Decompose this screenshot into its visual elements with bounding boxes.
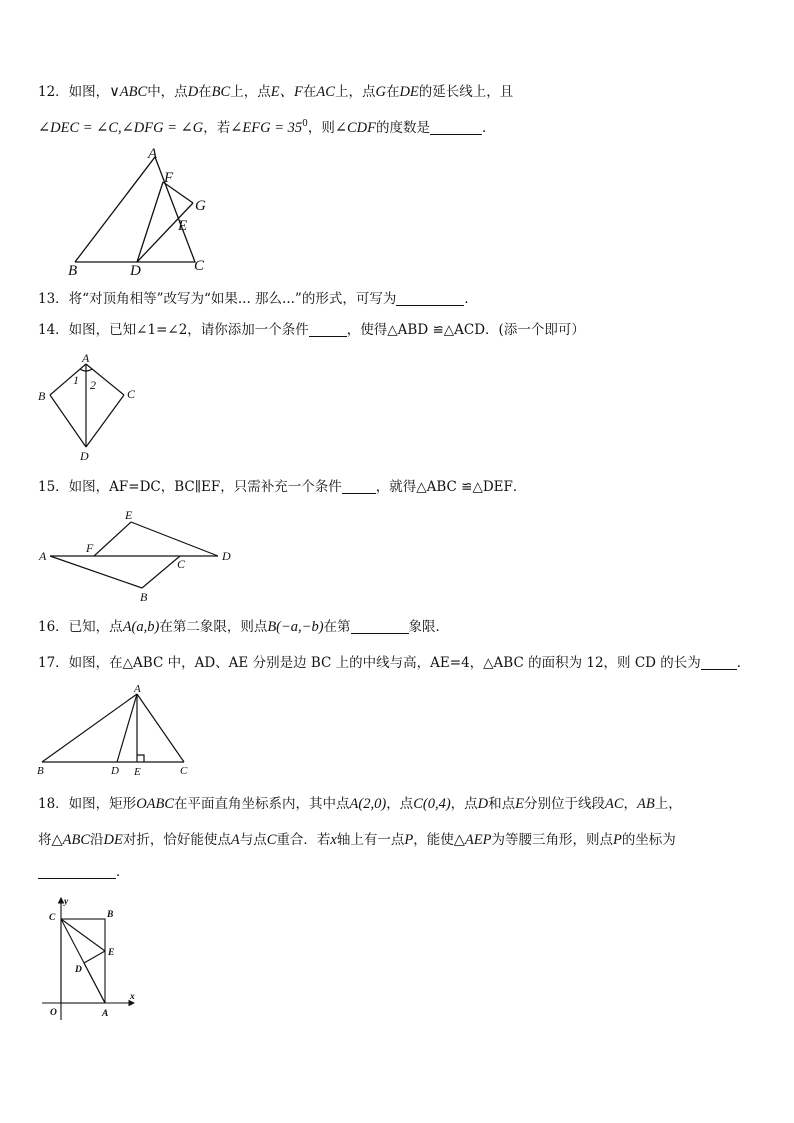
q18-pt-c: C(0,4)	[413, 796, 451, 812]
q18-oabc: OABC	[136, 796, 175, 812]
q13-answer-blank[interactable]	[396, 291, 464, 306]
q13-end: ．	[464, 291, 478, 307]
q18-label-o: O	[50, 1008, 57, 1018]
q18-p2b: P	[612, 832, 622, 848]
q16-p4: 象限．	[408, 619, 450, 635]
q12-ef: E、F	[270, 84, 303, 100]
q15-label-b: B	[140, 590, 148, 604]
q18-label-d: D	[75, 965, 82, 975]
q15-answer-blank[interactable]	[342, 479, 376, 494]
q18-p: P	[404, 832, 414, 848]
q18-p4: ，点	[450, 796, 478, 812]
q14-text: 14．如图，已知∠1=∠2，请你添加一个条件	[38, 322, 309, 338]
q18-p6: 分别位于线段	[524, 796, 605, 812]
q12-number: 12．如图，	[38, 84, 110, 100]
q14-answer-blank[interactable]	[309, 322, 347, 337]
q18-label-b: B	[107, 910, 114, 920]
q16-p2: 在第二象限，则点	[159, 619, 268, 635]
q18-end: ．	[116, 864, 130, 880]
q18-l2g: ，能使	[413, 832, 454, 848]
q12-label-e: E	[178, 218, 188, 234]
q17-label-a: A	[134, 683, 141, 695]
q15-label-d: D	[222, 549, 231, 563]
q16-pa: A(a,b)	[122, 619, 160, 635]
q12-ask: ∠CDF	[334, 120, 377, 136]
q17-figure	[34, 682, 204, 780]
q17-text: 17．如图，在△ABC 中，AD、AE 分别是边 BC 上的中线与高，AE=4，△ABC 的面积为 12，则 CD 的长为	[38, 655, 701, 671]
q12-label-a: A	[148, 146, 158, 162]
q15-label-f: F	[86, 541, 94, 555]
q14-label-c: C	[127, 387, 136, 401]
q12-p7: 的延长线上，且	[418, 84, 514, 100]
q12-end: ．	[482, 120, 496, 136]
q12-p2: 在	[198, 84, 212, 100]
q12-label-f: F	[164, 170, 174, 186]
q12-figure	[60, 140, 230, 280]
q18-l2c: 对折，恰好能使点	[122, 832, 231, 848]
q12-p5: 上，点	[334, 84, 376, 100]
q12-label-g: G	[195, 198, 206, 214]
q14-label-b: B	[38, 389, 46, 403]
q16-p3: 在第	[323, 619, 351, 635]
q18-pt-a: A(2,0)	[349, 796, 387, 812]
q17-label-c: C	[180, 765, 188, 777]
q18-p1: 18．如图，矩形	[38, 796, 137, 812]
q18-line-1	[38, 794, 682, 814]
q18-de: DE	[103, 832, 123, 848]
q18-a: A	[230, 832, 240, 848]
q18-ac: AC	[605, 796, 624, 812]
q18-aep: △AEP	[453, 832, 492, 848]
q12-cond2: ∠EFG = 35	[230, 120, 303, 136]
q18-p5: 和点	[488, 796, 516, 812]
q14-label-d: D	[80, 449, 89, 463]
q14-label-2: 2	[90, 378, 96, 392]
q18-line-3	[38, 862, 130, 882]
q18-e: E	[515, 796, 524, 812]
q18-answer-blank[interactable]	[38, 864, 116, 879]
q18-l2f: 轴上有一点	[336, 832, 405, 848]
q12-p9: ，则	[307, 120, 335, 136]
q18-l2b: 沿	[90, 832, 104, 848]
q18-ab: AB	[637, 796, 655, 812]
q17-label-d: D	[111, 765, 119, 777]
q15-line	[38, 477, 526, 497]
q12-d: D	[187, 84, 199, 100]
q18-x: x	[330, 832, 337, 848]
q15-after: ，就得△ABC ≌△DEF．	[375, 479, 527, 495]
q18-line-2	[38, 830, 676, 850]
q12-cond1: ∠DEC = ∠C,∠DFG = ∠G	[38, 120, 204, 136]
q18-p8: 上，	[654, 796, 682, 812]
q18-l2e: 重合．若	[276, 832, 331, 848]
q18-p2: 在平面直角坐标系内，其中点	[174, 796, 350, 812]
q18-figure	[38, 895, 148, 1030]
q13-line	[38, 289, 478, 309]
q17-line	[38, 653, 750, 673]
q14-label-a: A	[82, 351, 90, 365]
q12-label-c: C	[194, 258, 205, 274]
q18-l2i: 的坐标为	[621, 832, 676, 848]
q12-p4: 在	[302, 84, 317, 100]
q18-label-x: x	[130, 992, 135, 1002]
q12-p6: 在	[385, 84, 400, 100]
q12-label-d: D	[130, 263, 141, 279]
q16-pb: B(−a,−b)	[267, 619, 324, 635]
q12-tri: ∨ABC	[109, 84, 148, 100]
q15-label-e: E	[125, 508, 133, 522]
q17-end: ．	[736, 655, 751, 671]
q15-text: 15．如图，AF=DC，BC∥EF，只需补充一个条件	[38, 479, 342, 495]
q12-p10: 的度数是	[376, 120, 431, 136]
q18-label-c: C	[49, 913, 56, 923]
q12-bc: BC	[211, 84, 231, 100]
q13-text: 13．将“对顶角相等”改写为“如果... 那么...”的形式，可写为	[38, 291, 397, 307]
q14-after: ，使得△ABD ≌△ACD．(添一个即可）	[346, 322, 585, 338]
q12-p3: 上，点	[230, 84, 271, 100]
q18-l2h: 为等腰三角形，则点	[491, 832, 613, 848]
q18-p3: ，点	[386, 796, 414, 812]
q12-de: DE	[399, 84, 419, 100]
q18-l2a: 将	[38, 832, 52, 848]
q15-label-a: A	[39, 549, 47, 563]
q18-label-a: A	[102, 1009, 109, 1019]
q18-label-y: y	[64, 897, 69, 907]
q18-p7: ，	[623, 796, 638, 812]
q12-line-2	[38, 114, 496, 138]
q18-tri: △ABC	[51, 832, 91, 848]
q12-answer-blank[interactable]	[430, 120, 482, 135]
q12-g: G	[375, 84, 386, 100]
q17-answer-blank[interactable]	[701, 655, 737, 670]
q14-label-1: 1	[73, 373, 79, 387]
q12-deg: 0	[302, 119, 308, 129]
q16-p1: 16．已知，点	[38, 619, 123, 635]
q18-c: C	[266, 832, 277, 848]
q12-label-b: B	[68, 263, 78, 279]
q17-label-b: B	[37, 765, 44, 777]
q12-ac: AC	[316, 84, 335, 100]
q18-d: D	[477, 796, 489, 812]
q16-answer-blank[interactable]	[351, 619, 409, 634]
q17-label-e: E	[134, 766, 141, 778]
q15-label-c: C	[177, 557, 186, 571]
q12-p1: 中，点	[147, 84, 188, 100]
q12-line-1	[38, 82, 513, 102]
q16-line	[38, 617, 449, 637]
q14-line	[38, 320, 585, 340]
q12-p8: ，若	[203, 120, 231, 136]
q14-figure	[36, 350, 146, 465]
q18-label-e: E	[108, 948, 115, 958]
q18-l2d: 与点	[239, 832, 267, 848]
q15-figure	[36, 505, 241, 605]
